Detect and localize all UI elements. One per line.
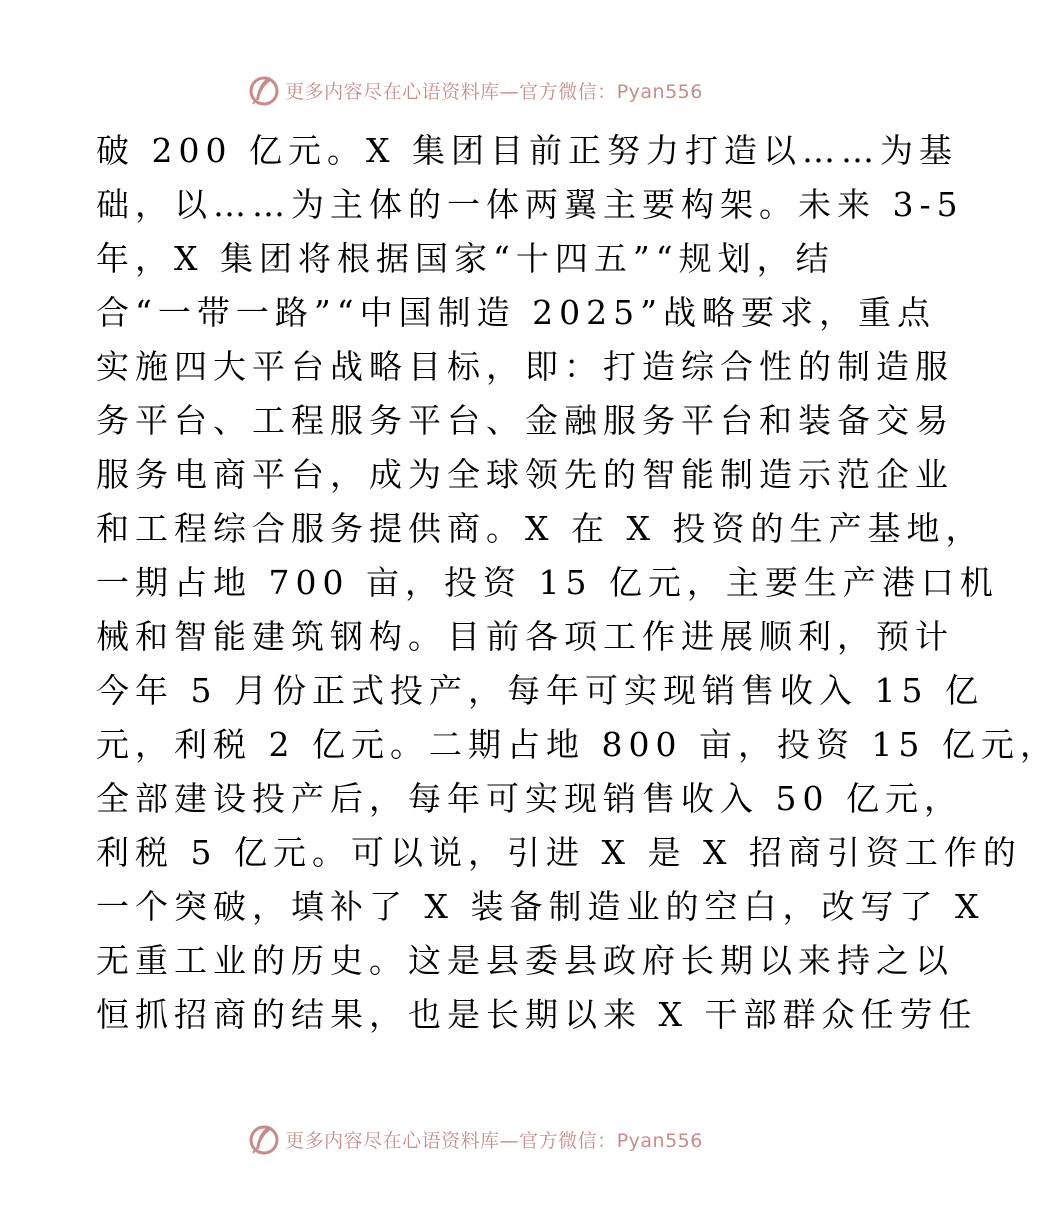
- watermark-contact-id: Pyan556: [616, 80, 703, 103]
- footer-watermark: [0, 1119, 950, 1159]
- watermark-contact-id: Pyan556: [616, 1129, 703, 1152]
- text-line: 合“一带一路”“中国制造 2025”战略要求，重点: [96, 293, 936, 332]
- text-line: 械和智能建筑钢构。目前各项工作进展顺利，预计: [96, 617, 954, 656]
- text-line: 年，X 集团将根据国家“十四五”“规划，结: [96, 239, 835, 278]
- text-line: 实施四大平台战略目标，即：打造综合性的制造服: [96, 347, 954, 386]
- text-line: 全部建设投产后，每年可实现销售收入 50 亿元，: [96, 779, 963, 818]
- watermark-title: 更多内容尽在心语资料库: [285, 1129, 500, 1152]
- text-line: 破 200 亿元。X 集团目前正努力打造以……为基: [96, 131, 958, 170]
- watermark-separator: —: [499, 1129, 520, 1152]
- watermark-separator: —: [499, 80, 520, 103]
- text-line: 今年 5 月份正式投产，每年可实现销售收入 15 亿: [96, 671, 984, 710]
- feather-logo-icon: [247, 73, 281, 107]
- text-line: 无重工业的历史。这是县委县政府长期以来持之以: [96, 941, 954, 980]
- text-line: 和工程综合服务提供商。X 在 X 投资的生产基地，: [96, 509, 985, 548]
- watermark-contact-label: 官方微信：: [519, 1129, 617, 1152]
- document-body: [96, 124, 1059, 1042]
- text-line: 利税 5 亿元。可以说，引进 X 是 X 招商引资工作的: [96, 833, 1022, 872]
- feather-logo-icon: [247, 1122, 281, 1156]
- watermark-contact-label: 官方微信：: [519, 80, 617, 103]
- watermark-title: 更多内容尽在心语资料库: [285, 80, 500, 103]
- header-watermark: [0, 70, 950, 110]
- text-line: 一个突破，填补了 X 装备制造业的空白，改写了 X: [96, 887, 985, 926]
- text-line: 一期占地 700 亩，投资 15 亿元，主要生产港口机: [96, 563, 999, 602]
- watermark-text: [285, 77, 703, 104]
- watermark-text: [285, 1126, 703, 1153]
- text-line: 务平台、工程服务平台、金融服务平台和装备交易: [96, 401, 954, 440]
- text-line: 础，以……为主体的一体两翼主要构架。未来 3-5: [96, 185, 964, 224]
- text-line: 服务电商平台，成为全球领先的智能制造示范企业: [96, 455, 954, 494]
- text-line: 元，利税 2 亿元。二期占地 800 亩，投资 15 亿元，: [96, 725, 1059, 764]
- text-line: 恒抓招商的结果，也是长期以来 X 干部群众任劳任: [96, 995, 978, 1034]
